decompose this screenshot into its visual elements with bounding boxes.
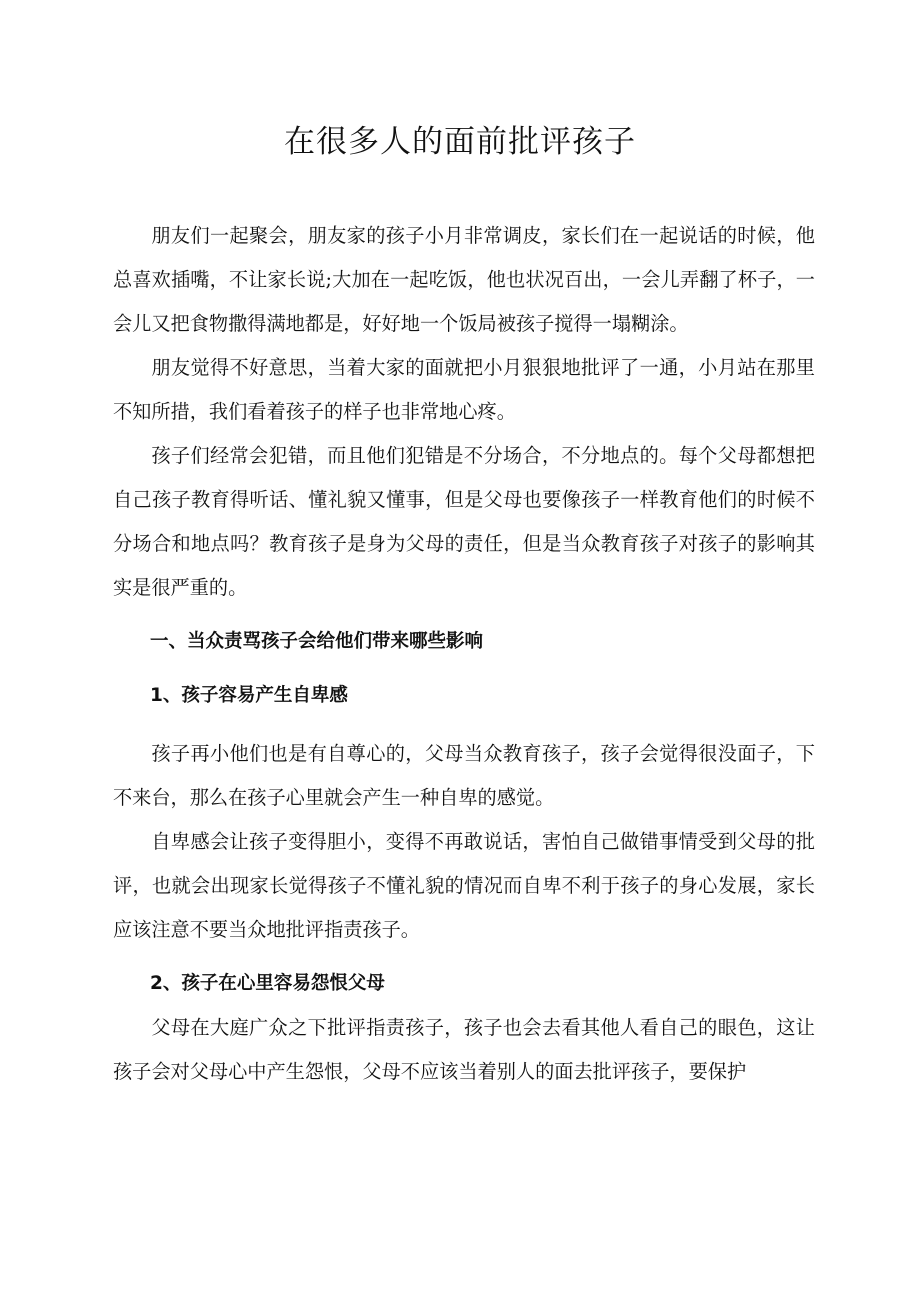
document-body bbox=[113, 214, 815, 1094]
subsection-heading-1: 1、孩子容易产生自卑感 bbox=[150, 685, 348, 706]
subsection-1-paragraph-1: 孩子再小他们也是有自尊心的，父母当众教育孩子，孩子会觉得很没面子，下不来台，那么在孩子心里就会产生一种自卑的感觉。 bbox=[113, 742, 815, 809]
intro-paragraph-2: 朋友觉得不好意思，当着大家的面就把小月狠狠地批评了一通，小月站在那里不知所措，我们看着孩子的样子也非常地心疼。 bbox=[113, 356, 815, 423]
intro-paragraph-3: 孩子们经常会犯错，而且他们犯错是不分场合，不分地点的。每个父母都想把自己孩子教育得听话、懂礼貌又懂事，但是父母也要像孩子一样教育他们的时候不分场合和地点吗？教育孩子是身为父母的责任，但是当众教育孩子对孩子的影响其实是很严重的。 bbox=[113, 444, 815, 599]
document-title: 在很多人的面前批评孩子 bbox=[284, 124, 636, 160]
subsection-heading-2: 2、孩子在心里容易怨恨父母 bbox=[150, 973, 385, 994]
intro-paragraph-1: 朋友们一起聚会，朋友家的孩子小月非常调皮，家长们在一起说话的时候，他总喜欢插嘴，不让家长说;大加在一起吃饭，他也状况百出，一会儿弄翻了杯子，一会儿又把食物撒得满地都是，好好地一个饭局被孩子搅得一塌糊涂。 bbox=[113, 224, 815, 335]
subsection-1-paragraph-2: 自卑感会让孩子变得胆小，变得不再敢说话，害怕自己做错事情受到父母的批评，也就会出现家长觉得孩子不懂礼貌的情况而自卑不利于孩子的身心发展，家长应该注意不要当众地批评指责孩子。 bbox=[113, 830, 815, 941]
subsection-2-paragraph-1: 父母在大庭广众之下批评指责孩子，孩子也会去看其他人看自己的眼色，这让孩子会对父母心中产生怨恨，父母不应该当着别人的面去批评孩子，要保护 bbox=[113, 1016, 815, 1083]
section-heading-1: 一、当众责骂孩子会给他们带来哪些影响 bbox=[150, 631, 484, 652]
